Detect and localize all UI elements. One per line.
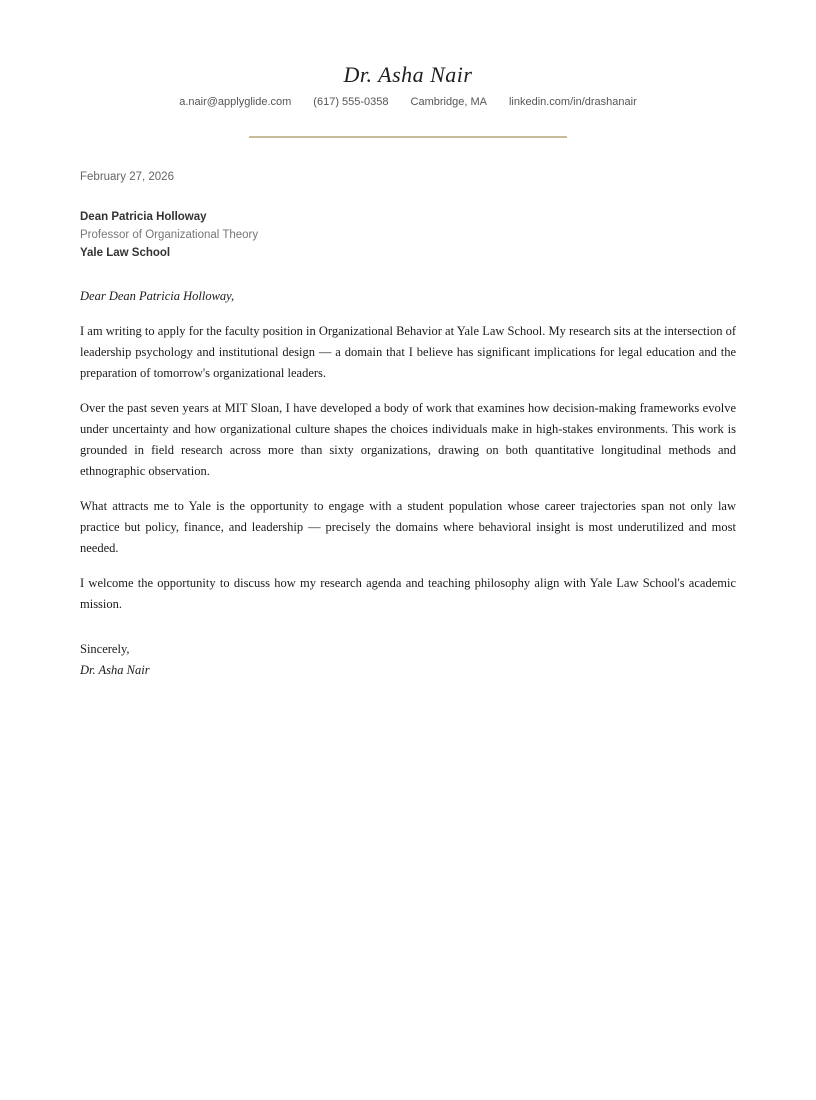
recipient-block: [80, 208, 736, 262]
letter-paragraph-2: Over the past seven years at MIT Sloan, I have developed a body of work that examines how decision-making frameworks evolve under uncertainty and how organizational culture shapes the choices individuals make in high-stakes environments. This work is grounded in field research across more than sixty organizations, drawing on both quantitative longitudinal methods and ethnographic observation.: [80, 401, 736, 478]
letter-header: [80, 62, 736, 138]
salutation: Dear Dean Patricia Holloway,: [80, 289, 235, 303]
header-divider: [249, 136, 567, 138]
contact-info: [80, 95, 736, 109]
letter-date: February 27, 2026: [80, 171, 174, 183]
contact-email: a.nair@applyglide.com: [179, 96, 292, 108]
letter-paragraph-1: I am writing to apply for the faculty position in Organizational Behavior at Yale Law School. My research sits at the intersection of leadership psychology and institutional design — a domain that I believe has significant implications for legal education and the preparation of tomorrow's organizational leaders.: [80, 324, 736, 380]
contact-location: Cambridge, MA: [410, 96, 487, 108]
recipient-organization: Yale Law School: [80, 247, 171, 259]
page-title: Dr. Asha Nair: [343, 62, 473, 87]
closing: Sincerely,: [80, 642, 130, 656]
recipient-title: Professor of Organizational Theory: [80, 229, 259, 241]
letter-paragraph-3: What attracts me to Yale is the opportunity to engage with a student population whose career trajectories span not only law practice but policy, finance, and leadership — precisely the domains where behavioral insight is most underutilized and most needed.: [80, 499, 736, 555]
signature: Dr. Asha Nair: [80, 663, 150, 677]
recipient-name: Dean Patricia Holloway: [80, 211, 207, 223]
letter-paragraph-4: I welcome the opportunity to discuss how my research agenda and teaching philosophy align with Yale Law School's academic mission.: [80, 576, 736, 611]
contact-linkedin: linkedin.com/in/drashanair: [508, 96, 637, 108]
letter-body: [80, 170, 736, 681]
contact-phone: (617) 555-0358: [313, 96, 389, 108]
